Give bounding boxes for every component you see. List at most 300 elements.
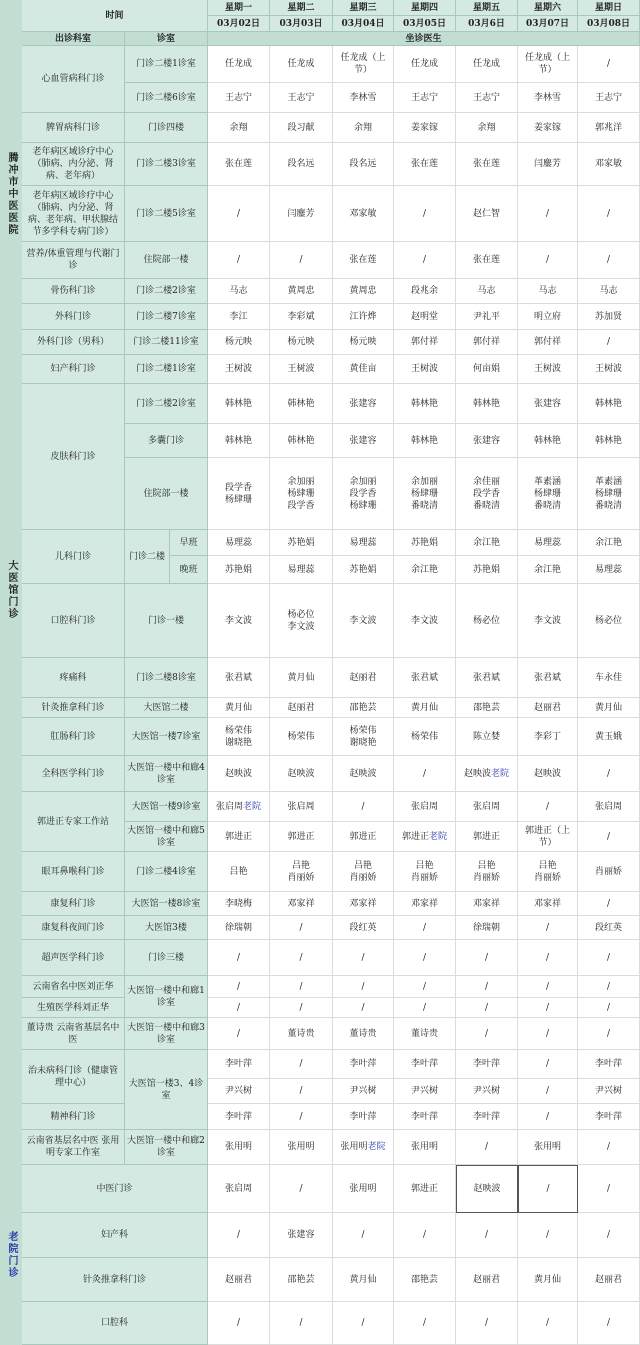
header-dept: 出诊科室 (22, 32, 125, 46)
doctor-cell: 徐瑞朝 (208, 916, 270, 940)
weekday-header: 星期五 (456, 0, 518, 16)
doctor-cell: 李文波 (394, 584, 456, 658)
room-label: 门诊二楼1诊室 (125, 46, 208, 83)
dept-label: 超声医学科门诊 (22, 940, 125, 976)
doctor-cell: 余加丽 杨肆珊 番晓清 (394, 458, 456, 530)
doctor-cell: 韩林艳 (456, 384, 518, 424)
doctor-cell: 张用明 (333, 1165, 394, 1213)
doctor-cell: 王树波 (518, 355, 578, 384)
doctor-cell: 张在莲 (394, 143, 456, 186)
doctor-cell: 黄周忠 (270, 279, 333, 304)
doctor-cell: 邓家祥 (456, 892, 518, 916)
doctor-cell: / (518, 186, 578, 242)
doctor-cell: 张用明 (518, 1130, 578, 1165)
weekday-header: 星期三 (333, 0, 394, 16)
doctor-cell: 姜家镓 (394, 113, 456, 143)
doctor-cell: 李叶萍 (578, 1050, 640, 1079)
doctor-cell: / (394, 976, 456, 998)
doctor-cell: / (208, 1302, 270, 1345)
doctor-cell: / (456, 940, 518, 976)
doctor-cell: / (456, 1302, 518, 1345)
doctor-cell: 邓家敏 (578, 143, 640, 186)
doctor-cell: 余江艳 (456, 530, 518, 556)
room-label: 门诊二楼5诊室 (125, 186, 208, 242)
doctor-cell: / (333, 1213, 394, 1258)
doctor-cell: 邓家祥 (270, 892, 333, 916)
doctor-cell: 余江艳 (518, 556, 578, 584)
doctor-cell: 邓家敏 (333, 186, 394, 242)
doctor-cell: / (578, 976, 640, 998)
doctor-cell: / (578, 1302, 640, 1345)
doctor-cell: 马志 (578, 279, 640, 304)
doctor-cell: / (333, 940, 394, 976)
doctor-cell: 徐瑞朝 (456, 916, 518, 940)
doctor-cell: 吕艳 肖丽娇 (270, 852, 333, 892)
doctor-cell: / (578, 1130, 640, 1165)
dept-label: 心血管病科门诊 (22, 46, 125, 113)
room-label: 大医馆一楼中和廊3诊室 (125, 1018, 208, 1050)
doctor-cell: / (578, 46, 640, 83)
doctor-cell: 王树波 (208, 355, 270, 384)
doctor-cell: 段名远 (270, 143, 333, 186)
doctor-cell: 李叶萍 (456, 1104, 518, 1130)
doctor-cell: 赵丽君 (333, 658, 394, 698)
room-label: 住院部一楼 (125, 458, 208, 530)
doctor-cell: 郭进正 (394, 1165, 456, 1213)
doctor-cell: / (518, 242, 578, 279)
room-label: 大医馆一楼中和廊4诊室 (125, 756, 208, 792)
doctor-cell: 王志宁 (270, 83, 333, 113)
doctor-cell: 黄月仙 (208, 698, 270, 718)
doctor-cell: 杨元映 (333, 330, 394, 355)
doctor-cell: 郭进正 (270, 822, 333, 852)
doctor-cell: 赵映波 老院 (456, 756, 518, 792)
doctor-cell: / (578, 330, 640, 355)
doctor-cell: 任龙成（上节） (518, 46, 578, 83)
doctor-cell: / (518, 1050, 578, 1079)
dept-label: 全科医学科门诊 (22, 756, 125, 792)
doctor-cell: 尹兴树 (333, 1079, 394, 1104)
doctor-cell: / (208, 186, 270, 242)
doctor-cell: 邵艳芸 (394, 1258, 456, 1302)
doctor-cell: / (270, 242, 333, 279)
doctor-cell: 邵艳芸 (333, 698, 394, 718)
doctor-cell: / (394, 756, 456, 792)
doctor-cell: / (456, 1018, 518, 1050)
doctor-cell: / (270, 1050, 333, 1079)
doctor-cell: / (578, 1165, 640, 1213)
weekday-header: 星期六 (518, 0, 578, 16)
doctor-cell: 王志宁 (394, 83, 456, 113)
doctor-cell: 郭付祥 (456, 330, 518, 355)
doctor-cell: 余翔 (456, 113, 518, 143)
doctor-cell: 王树波 (394, 355, 456, 384)
doctor-cell: / (518, 1302, 578, 1345)
doctor-cell: 李彩斌 (270, 304, 333, 330)
doctor-cell: 段习献 (270, 113, 333, 143)
dept-label: 儿科门诊 (22, 530, 125, 584)
doctor-cell: / (456, 998, 518, 1018)
room-label: 门诊二楼 (125, 530, 170, 584)
dept-label: 营养/体重管理与代谢门诊 (22, 242, 125, 279)
doctor-cell: 张用明 (270, 1130, 333, 1165)
doctor-cell: / (270, 1104, 333, 1130)
doctor-cell: / (333, 792, 394, 822)
doctor-cell: 苏艳娟 (270, 530, 333, 556)
dept-label: 眼耳鼻喉科门诊 (22, 852, 125, 892)
doctor-cell: 尹礼平 (456, 304, 518, 330)
doctor-cell: 郭进正（上节） (518, 822, 578, 852)
doctor-cell: 肖丽娇 (578, 852, 640, 892)
doctor-cell: 苏艳娟 (333, 556, 394, 584)
room-label: 大医馆一楼8诊室 (125, 892, 208, 916)
section-label: 老院门诊 (0, 1165, 22, 1345)
doctor-cell: 韩林艳 (394, 384, 456, 424)
dept-label: 云南省基层名中医 张用明专家工作室 (22, 1130, 125, 1165)
shift-label: 晚班 (170, 556, 208, 584)
doctor-cell: / (394, 1302, 456, 1345)
doctor-cell: 吕艳 肖丽娇 (333, 852, 394, 892)
room-label: 大医馆一楼中和廊2诊室 (125, 1130, 208, 1165)
room-label: 门诊二楼11诊室 (125, 330, 208, 355)
date-header: 03月08日 (578, 16, 640, 32)
room-label: 大医馆一楼7诊室 (125, 718, 208, 756)
doctor-cell: / (270, 1165, 333, 1213)
doctor-cell: 易理蕊 (518, 530, 578, 556)
doctor-cell: / (578, 892, 640, 916)
doctor-cell: 明立府 (518, 304, 578, 330)
doctor-cell: 董诗贵 (394, 1018, 456, 1050)
doctor-cell: 郭进正 (456, 822, 518, 852)
date-header: 03月05日 (394, 16, 456, 32)
doctor-cell: 尹兴树 (456, 1079, 518, 1104)
doctor-cell: / (578, 186, 640, 242)
doctor-cell: 黄佳亩 (333, 355, 394, 384)
doctor-cell: 段兆余 (394, 279, 456, 304)
doctor-cell: 张建容 (333, 384, 394, 424)
doctor-cell: 张君斌 (518, 658, 578, 698)
doctor-cell: 张君斌 (394, 658, 456, 698)
doctor-cell: 韩林艳 (518, 424, 578, 458)
doctor-cell: 王志宁 (456, 83, 518, 113)
doctor-cell: 余加丽 段学香 杨肆珊 (333, 458, 394, 530)
doctor-cell: 张在莲 (456, 143, 518, 186)
dept-label: 生殖医学科刘正华 (22, 998, 125, 1018)
doctor-cell: 李文波 (208, 584, 270, 658)
doctor-cell: 董诗贵 (333, 1018, 394, 1050)
doctor-cell: 余江艳 (578, 530, 640, 556)
doctor-cell: 赵丽君 (578, 1258, 640, 1302)
dept-label: 脾胃病科门诊 (22, 113, 125, 143)
doctor-cell: 车永佳 (578, 658, 640, 698)
doctor-cell: 苏艳娟 (394, 530, 456, 556)
doctor-cell: / (270, 976, 333, 998)
doctor-cell: 李林雪 (333, 83, 394, 113)
doctor-cell: 李晓梅 (208, 892, 270, 916)
room-label: 门诊二楼8诊室 (125, 658, 208, 698)
doctor-cell: 董诗贵 (270, 1018, 333, 1050)
date-header: 03月6日 (456, 16, 518, 32)
dept-label: 肛肠科门诊 (22, 718, 125, 756)
doctor-cell: 何亩娟 (456, 355, 518, 384)
dept-label: 康复科门诊 (22, 892, 125, 916)
doctor-cell: 苏艳娟 (208, 556, 270, 584)
doctor-cell: 吕艳 肖丽娇 (394, 852, 456, 892)
doctor-cell: 韩林艳 (270, 384, 333, 424)
doctor-cell: 杨必位 (578, 584, 640, 658)
doctor-cell: 马志 (518, 279, 578, 304)
shift-label: 早班 (170, 530, 208, 556)
doctor-cell: 李彩丁 (518, 718, 578, 756)
room-label: 门诊二楼1诊室 (125, 355, 208, 384)
dept-label: 口腔科 (22, 1302, 208, 1345)
doctor-cell: 余翔 (333, 113, 394, 143)
doctor-cell: 王树波 (270, 355, 333, 384)
doctor-cell: / (578, 998, 640, 1018)
doctor-cell: / (518, 792, 578, 822)
doctor-cell: 李叶萍 (394, 1104, 456, 1130)
dept-label: 中医门诊 (22, 1165, 208, 1213)
doctor-cell: 李叶萍 (208, 1050, 270, 1079)
doctor-cell: 郭付祥 (518, 330, 578, 355)
doctor-cell: 韩林艳 (394, 424, 456, 458)
dept-label: 疼痛科 (22, 658, 125, 698)
doctor-cell: 张用明 (394, 1130, 456, 1165)
dept-label: 精神科门诊 (22, 1104, 125, 1130)
section-label: 大医馆门诊 (0, 388, 22, 792)
doctor-cell: 张用明 老院 (333, 1130, 394, 1165)
doctor-cell: 邓家祥 (394, 892, 456, 916)
doctor-cell: 李文波 (518, 584, 578, 658)
dept-label: 老年病区域诊疗中心（肺病、内分泌、肾病、老年病、甲状腺结节多学科专病门诊） (22, 186, 125, 242)
weekday-header: 星期日 (578, 0, 640, 16)
doctor-cell: 黄月仙 (394, 698, 456, 718)
dept-label: 妇产科 (22, 1213, 208, 1258)
doctor-cell: 黄月仙 (270, 658, 333, 698)
doctor-cell: 王树波 (578, 355, 640, 384)
doctor-cell: / (456, 1213, 518, 1258)
doctor-cell: / (456, 976, 518, 998)
doctor-cell: 赵丽君 (518, 698, 578, 718)
doctor-cell: 赵明堂 (394, 304, 456, 330)
dept-label: 治未病科门诊（健康管理中心） (22, 1050, 125, 1104)
doctor-cell: 王志宁 (208, 83, 270, 113)
doctor-cell: 张建容 (456, 424, 518, 458)
date-header: 03月04日 (333, 16, 394, 32)
doctor-cell: 黄月仙 (578, 698, 640, 718)
doctor-cell: 李林雪 (518, 83, 578, 113)
doctor-cell: 张君斌 (208, 658, 270, 698)
doctor-cell: / (518, 976, 578, 998)
doctor-cell: 张在莲 (208, 143, 270, 186)
doctor-cell: 韩林艳 (578, 424, 640, 458)
doctor-cell: 李叶萍 (578, 1104, 640, 1130)
doctor-cell: / (394, 940, 456, 976)
doctor-cell: 杨元映 (270, 330, 333, 355)
doctor-cell: / (208, 242, 270, 279)
doctor-cell: / (270, 916, 333, 940)
doctor-cell: 易理蕊 (270, 556, 333, 584)
date-header: 03月07日 (518, 16, 578, 32)
room-label: 门诊三楼 (125, 940, 208, 976)
doctor-cell: / (456, 1130, 518, 1165)
doctor-cell: / (578, 242, 640, 279)
doctor-cell: / (394, 916, 456, 940)
doctor-cell: 段学香 杨肆珊 (208, 458, 270, 530)
header-room: 诊室 (125, 32, 208, 46)
doctor-cell: / (270, 998, 333, 1018)
dept-label: 口腔科门诊 (22, 584, 125, 658)
doctor-cell: 赵映波 (208, 756, 270, 792)
doctor-cell: 张启周 (208, 1165, 270, 1213)
doctor-cell: 杨元映 (208, 330, 270, 355)
doctor-cell: 张启周 (270, 792, 333, 822)
weekday-header: 星期二 (270, 0, 333, 16)
room-label: 大医馆一楼3、4诊室 (125, 1050, 208, 1130)
doctor-cell: 杨必位 (456, 584, 518, 658)
doctor-cell: 张在莲 (456, 242, 518, 279)
doctor-cell: 革素涵 杨肆珊 番晓清 (578, 458, 640, 530)
dept-label: 云南省名中医刘正华 (22, 976, 125, 998)
doctor-cell: 吕艳 肖丽娇 (456, 852, 518, 892)
doctor-cell: / (518, 1213, 578, 1258)
doctor-cell: 余江艳 (394, 556, 456, 584)
room-label: 门诊一楼 (125, 584, 208, 658)
doctor-cell: 张建容 (270, 1213, 333, 1258)
room-label: 大医馆一楼中和廊1诊室 (125, 976, 208, 1018)
doctor-cell: 张启周 (456, 792, 518, 822)
room-label: 门诊四楼 (125, 113, 208, 143)
doctor-cell: 吕艳 肖丽娇 (518, 852, 578, 892)
doctor-cell: 闫鏖芳 (518, 143, 578, 186)
doctor-cell: 张建容 (333, 424, 394, 458)
doctor-cell: / (578, 1213, 640, 1258)
doctor-cell: 余加丽 杨肆珊 段学香 (270, 458, 333, 530)
doctor-cell: 韩林艳 (578, 384, 640, 424)
room-label: 门诊二楼4诊室 (125, 852, 208, 892)
doctor-cell: 余翔 (208, 113, 270, 143)
room-label: 门诊二楼2诊室 (125, 384, 208, 424)
doctor-cell: 杨荣伟 谢晓艳 (333, 718, 394, 756)
doctor-cell: / (578, 1018, 640, 1050)
doctor-cell: 李文波 (333, 584, 394, 658)
date-header: 03月03日 (270, 16, 333, 32)
dept-label: 外科门诊 (22, 304, 125, 330)
dept-label: 针灸推拿科门诊 (22, 1258, 208, 1302)
doctor-cell: 邓家祥 (518, 892, 578, 916)
doctor-cell: / (518, 1079, 578, 1104)
doctor-cell: 郭兆洋 (578, 113, 640, 143)
doctor-cell: / (394, 998, 456, 1018)
room-label: 多囊门诊 (125, 424, 208, 458)
doctor-cell: 苏艳娟 (456, 556, 518, 584)
date-header: 03月02日 (208, 16, 270, 32)
dept-label: 郭进正专家工作站 (22, 792, 125, 852)
doctor-cell: 黄周忠 (333, 279, 394, 304)
doctor-cell: / (333, 976, 394, 998)
doctor-cell: 尹兴树 (394, 1079, 456, 1104)
doctor-cell: 张君斌 (456, 658, 518, 698)
doctor-cell: 吕艳 (208, 852, 270, 892)
doctor-cell: / (333, 1302, 394, 1345)
doctor-cell: / (208, 998, 270, 1018)
room-label: 住院部一楼 (125, 242, 208, 279)
doctor-cell: / (270, 1079, 333, 1104)
section-label: 腾冲市中医医院 (0, 0, 22, 388)
doctor-cell: 杨荣伟 谢晓艳 (208, 718, 270, 756)
doctor-cell: / (333, 998, 394, 1018)
doctor-cell: 张启周 (394, 792, 456, 822)
doctor-cell: 杨必位 李文波 (270, 584, 333, 658)
doctor-cell: / (578, 756, 640, 792)
doctor-cell: 张启周 老院 (208, 792, 270, 822)
doctor-cell: 赵映波 (270, 756, 333, 792)
header-time: 时间 (22, 0, 208, 32)
room-label: 大医馆一楼中和廊5诊室 (125, 822, 208, 852)
room-label: 大医馆二楼 (125, 698, 208, 718)
doctor-cell: 韩林艳 (208, 424, 270, 458)
doctor-cell: 杨荣伟 (270, 718, 333, 756)
doctor-cell: / (394, 1213, 456, 1258)
doctor-cell: / (518, 916, 578, 940)
dept-label: 妇产科门诊 (22, 355, 125, 384)
doctor-cell: 任龙成（上节） (333, 46, 394, 83)
doctor-cell: 苏加贤 (578, 304, 640, 330)
doctor-cell: 李叶萍 (208, 1104, 270, 1130)
doctor-cell: / (270, 940, 333, 976)
doctor-cell: 赵丽君 (270, 698, 333, 718)
doctor-cell: 马志 (456, 279, 518, 304)
doctor-cell: 革素涵 杨肆珊 番晓清 (518, 458, 578, 530)
doctor-cell: 段名远 (333, 143, 394, 186)
doctor-cell: 张在莲 (333, 242, 394, 279)
dept-label: 外科门诊（男科） (22, 330, 125, 355)
doctor-cell: 赵丽君 (456, 1258, 518, 1302)
doctor-cell: 王志宁 (578, 83, 640, 113)
dept-label: 老年病区域诊疗中心（肺病、内分泌、肾病、老年病） (22, 143, 125, 186)
doctor-cell: 段红英 (333, 916, 394, 940)
dept-label: 皮肤科门诊 (22, 384, 125, 530)
doctor-cell: / (518, 1018, 578, 1050)
doctor-cell: 任龙成 (208, 46, 270, 83)
section-label-spacer (0, 792, 22, 1165)
doctor-cell: / (270, 1302, 333, 1345)
doctor-cell: 黄月仙 (518, 1258, 578, 1302)
doctor-cell: 黄月仙 (333, 1258, 394, 1302)
doctor-cell: 任龙成 (456, 46, 518, 83)
doctor-cell: / (394, 186, 456, 242)
doctor-cell: 邵艳芸 (456, 698, 518, 718)
doctor-cell: 邵艳芸 (270, 1258, 333, 1302)
doctor-cell: / (518, 940, 578, 976)
doctor-cell: 李叶萍 (333, 1050, 394, 1079)
doctor-cell: / (518, 1104, 578, 1130)
doctor-cell: 姜家镓 (518, 113, 578, 143)
doctor-cell: 韩林艳 (208, 384, 270, 424)
doctor-cell: 张启周 (578, 792, 640, 822)
weekday-header: 星期四 (394, 0, 456, 16)
doctor-cell: 郭进正 (333, 822, 394, 852)
doctor-cell: / (578, 940, 640, 976)
doctor-cell: 余佳丽 段学香 番晓清 (456, 458, 518, 530)
doctor-cell: 李江 (208, 304, 270, 330)
doctor-cell: / (394, 242, 456, 279)
doctor-cell: 邓家祥 (333, 892, 394, 916)
doctor-cell: 韩林艳 (270, 424, 333, 458)
doctor-cell: 黄玉娥 (578, 718, 640, 756)
weekday-header: 星期一 (208, 0, 270, 16)
doctor-cell: 易理蕊 (333, 530, 394, 556)
